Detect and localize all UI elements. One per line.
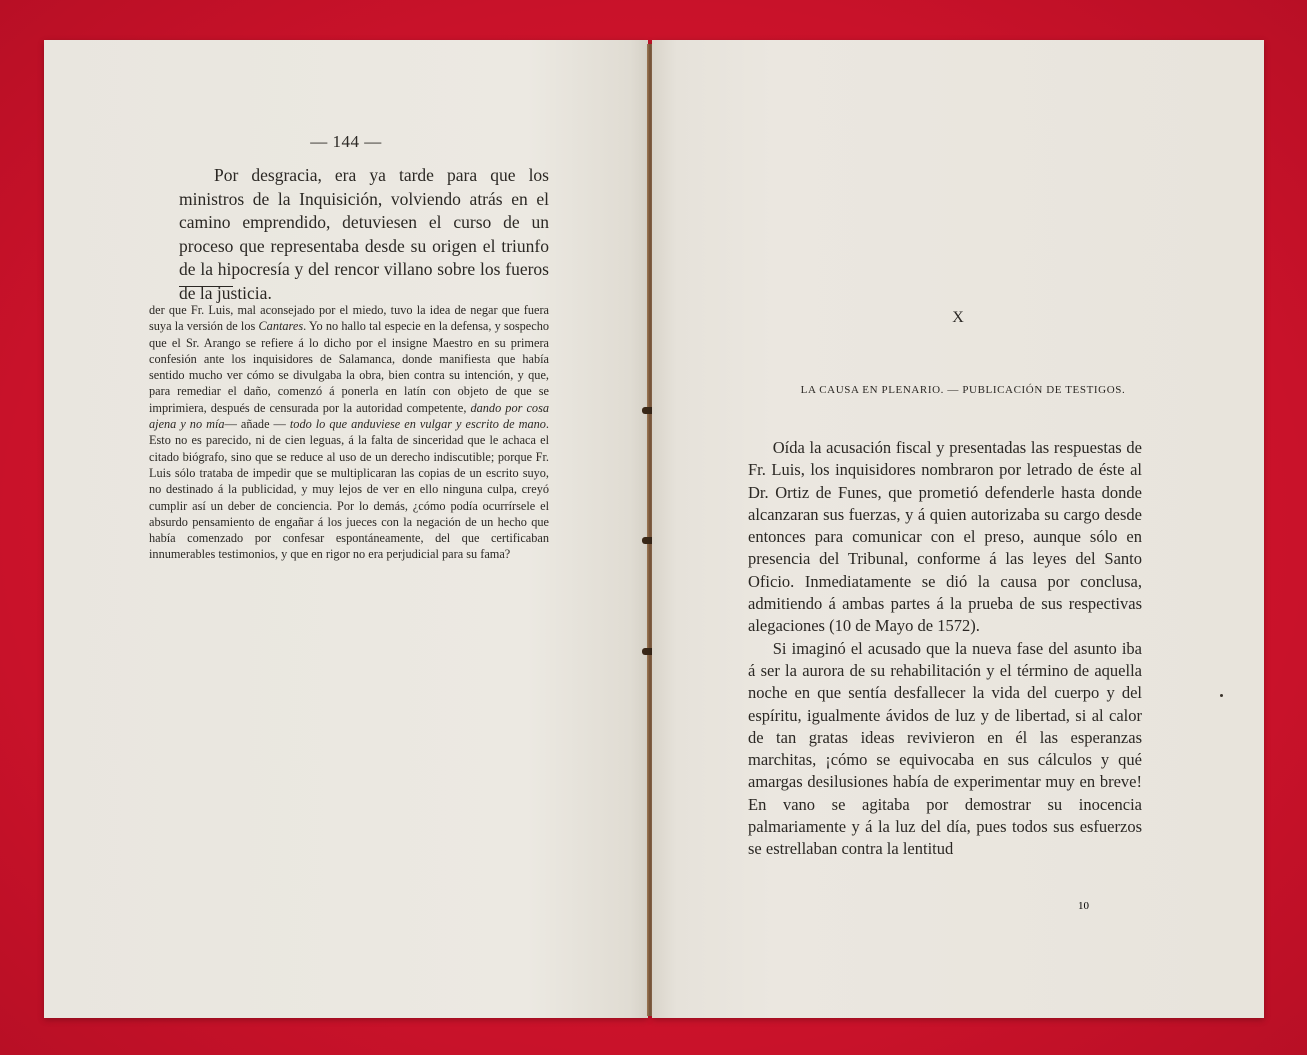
main-paragraph: Por desgracia, era ya tarde para que los ministros de la Inquisición, volviendo atrás en el camino emprendido, detuviesen el curso de un proceso que representaba desde su origen el triunfo de la hipocresía y del rencor villano sobre los fueros de la justicia. <box>179 165 549 303</box>
page-number: — 144 — <box>310 132 382 151</box>
right-page <box>652 40 1264 1018</box>
footnote-part-3: — añade — <box>224 417 290 432</box>
chapter-title: LA CAUSA EN PLENARIO. — PUBLICACIÓN DE TESTIGOS. <box>800 384 1126 396</box>
open-book <box>38 40 1270 1018</box>
footnote-italic-quote-1: dando por cosa ajena y no mía <box>149 400 550 432</box>
left-page <box>44 40 648 1018</box>
footnote-part-1: der que Fr. Luis, mal aconsejado por el miedo, tuvo la idea de negar que fuera suya la versión de los <box>149 303 549 334</box>
footnote-divider <box>179 286 233 287</box>
footnote-text <box>149 302 549 563</box>
signature-mark: 10 <box>1078 900 1089 912</box>
footnote-italic-cantares: Cantares <box>258 319 304 334</box>
chapter-number: X <box>952 309 964 326</box>
body-paragraph: Si imaginó el acusado que la nueva fase del asunto iba á ser la aurora de su rehabilitación y el término de aquella noche en que sentía desfallecer la vida del cuerpo y del espíritu, igualmente ávidos de luz y de libertad, si al calor de tan gratas ideas revivieron en él las esperanzas marchitas, ¡cómo se equivocaba en sus cálculos y qué amargas desilusiones había de experimentar muy en breve! En vano se agitaba por demostrar su inocencia palmariamente y á la luz del día, pues todos sus esfuerzos se estrellaban contra la lentitud <box>748 638 1142 859</box>
footnote-italic-quote-2: todo lo que anduviese en vulgar y escrito de mano <box>289 417 546 432</box>
footnote-part-4: . Esto no es parecido, ni de cien leguas, á la falta de sinceridad que le achaca el citado biógrafo, sino que se reduce al uso de un derecho indiscutible; porque Fr. Luis sólo trataba de impedir que se multiplicaran las copias de un escrito suyo, no destinado á la publicidad, y muy lejos de ver en ello ninguna culpa, creyó cumplir así un deber de conciencia. Por lo demás, ¿cómo podía ocurrírsele el absurdo pensamiento de engañar á los jueces con la negación de un hecho que había comenzado por confesar espontáneamente, del que certificaban innumerables testimonios, y que en rigor no era perjudicial para su fama? <box>149 417 549 562</box>
body-paragraph: Oída la acusación fiscal y presentadas las respuestas de Fr. Luis, los inquisidores nombraron por letrado de éste al Dr. Ortiz de Funes, que prometió defenderle hasta donde alcanzaran sus fuerzas, y á quien autorizaba su cargo desde entonces para comunicar con el preso, aunque sólo en presencia del Tribunal, conforme á las leyes del Santo Oficio. Inmediatamente se dió la causa por conclusa, admitiendo á ambas partes á la prueba de sus respectivas alegaciones (10 de Mayo de 1572). <box>748 438 1142 636</box>
paper-speck <box>1220 694 1223 697</box>
chapter-body <box>748 437 1142 861</box>
footnote-part-2: . Yo no hallo tal especie en la defensa, y sospecho que el Sr. Arango se refiere á lo dicho por el insigne Maestro en su primera confesión ante los inquisidores de Salamanca, donde manifiesta que había sentido mucho ver cómo se divulgaba la obra, bien contra su intención, y que, para remediar el daño, comenzó á ponerla en latín con objeto de que se imprimiera, después de censurada por la autoridad competente, <box>149 319 549 415</box>
